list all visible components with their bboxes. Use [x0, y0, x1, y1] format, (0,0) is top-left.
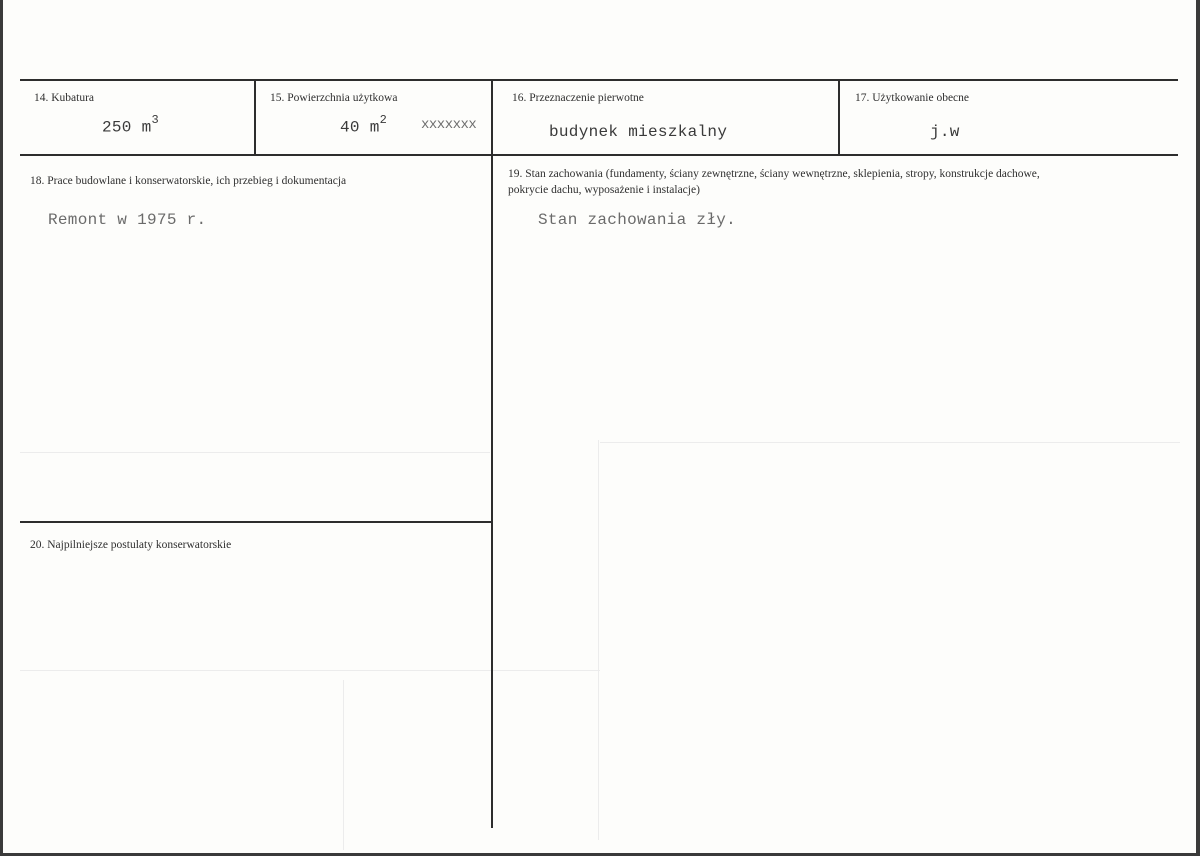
section-rule [20, 521, 492, 523]
show-through-line [598, 440, 599, 840]
field-17-value: j.w [930, 123, 960, 141]
field-16-value: budynek mieszkalny [549, 123, 728, 141]
show-through-line [20, 452, 490, 453]
field-16-label: 16. Przeznaczenie pierwotne [512, 92, 644, 104]
column-rule [491, 80, 493, 828]
top-rule [20, 79, 1178, 81]
row-rule [20, 154, 1178, 156]
field-15-label: 15. Powierzchnia użytkowa [270, 92, 398, 104]
field-15-value: 40 $m^2$ [340, 113, 388, 137]
field-14-value: 250 $m^3$ [102, 113, 160, 137]
field-18-label: 18. Prace budowlane i konserwatorskie, ich przebieg i dokumentacja [30, 175, 347, 187]
column-rule [838, 80, 840, 156]
show-through-line [600, 442, 1180, 443]
field-20-label: 20. Najpilniejsze postulaty konserwatorskie [30, 539, 232, 551]
field-19-label: 19. Stan zachowania (fundamenty, ściany zewnętrzne, ściany wewnętrzne, sklepienia, stropy, konstrukcje dachowe, pokrycie dachu, wyposażenie i instalacje) [508, 168, 1040, 196]
column-rule [254, 80, 256, 156]
field-19-value: Stan zachowania zły. [538, 211, 737, 229]
field-18-value: Remont w 1975 r. [48, 211, 207, 229]
show-through-line [343, 680, 344, 850]
show-through-line [20, 670, 600, 671]
card-edge-left [0, 0, 3, 856]
field-14-label: 14. Kubatura [34, 92, 95, 104]
field-15-struck-text: xxxxxxx [421, 117, 477, 133]
card-edge-right [1196, 0, 1200, 856]
field-17-label: 17. Użytkowanie obecne [855, 92, 970, 104]
